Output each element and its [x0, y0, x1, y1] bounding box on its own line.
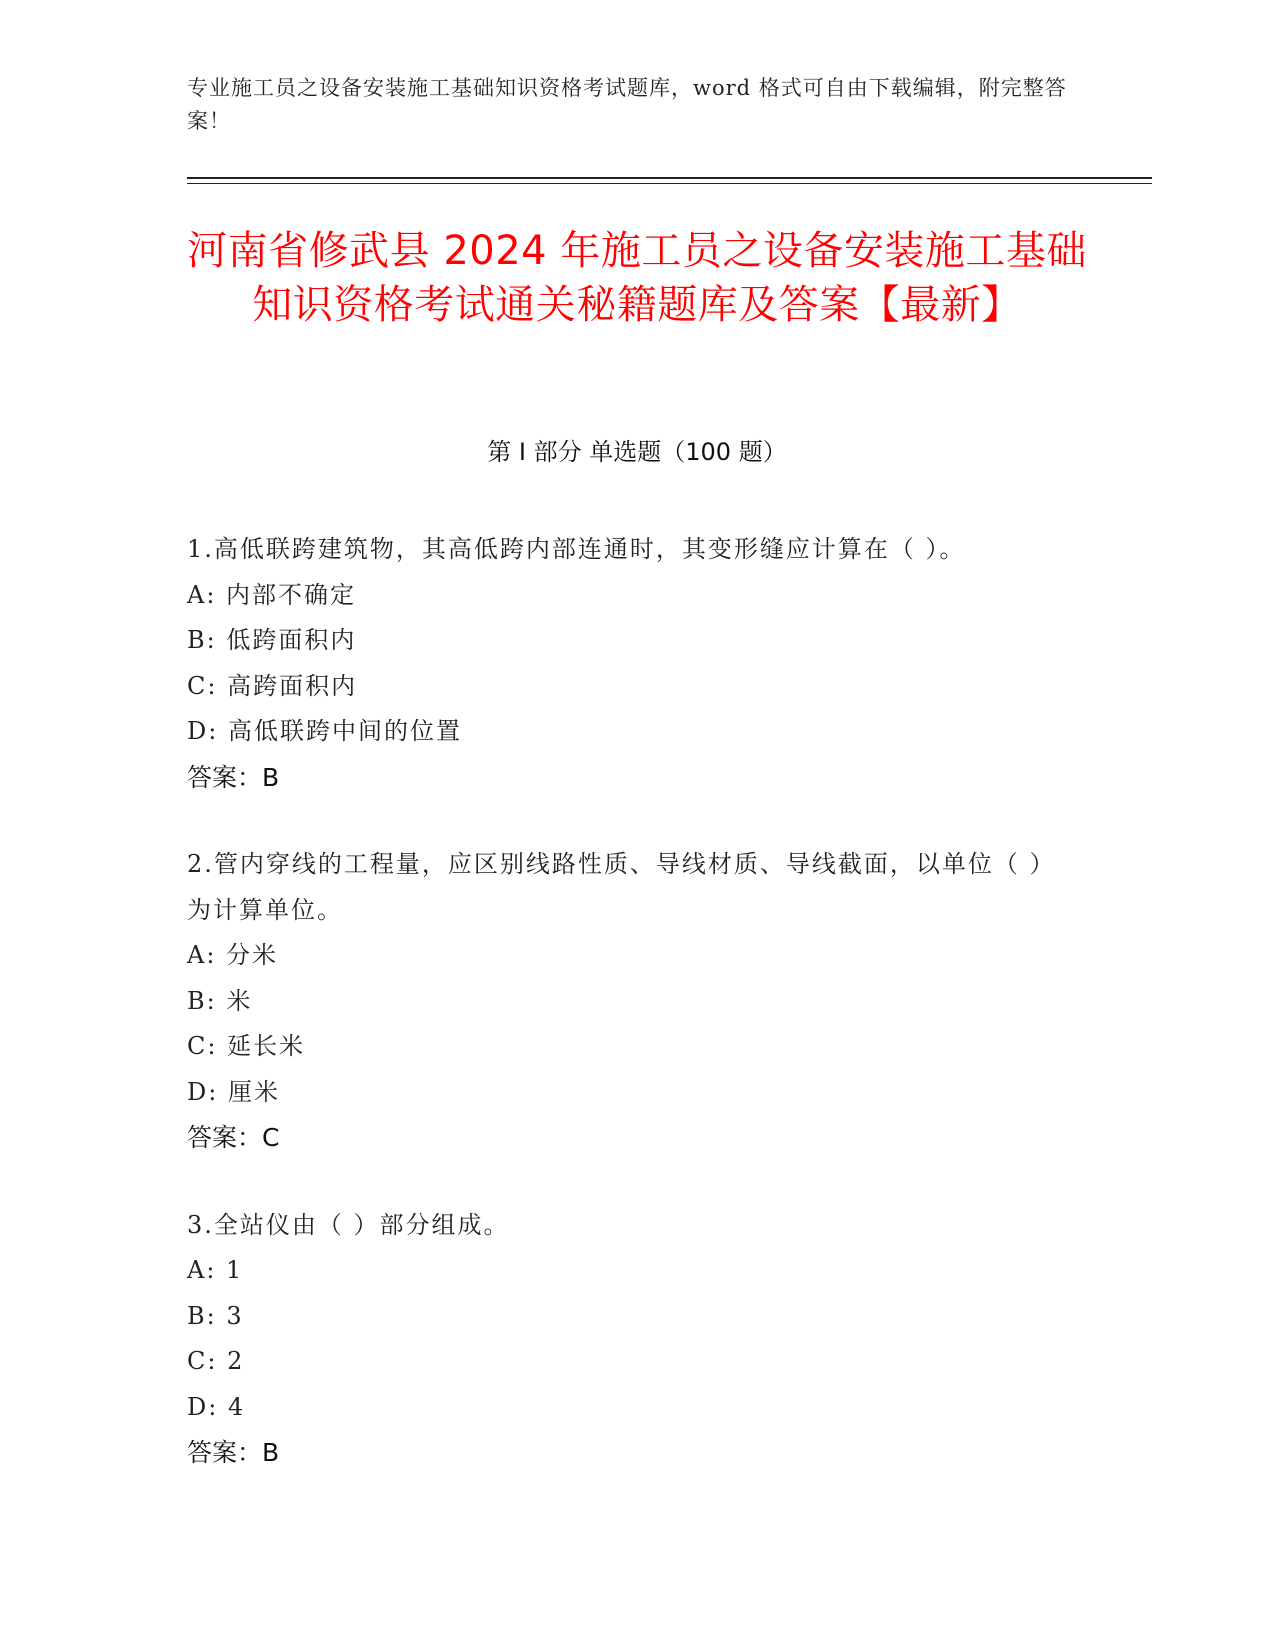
question-3 — [187, 1203, 1067, 1476]
question-1 — [187, 527, 1067, 800]
answer: 答案：C — [187, 1123, 280, 1152]
question-stem: 3.全站仪由（ ）部分组成。 — [187, 1210, 510, 1239]
option-b: B: 3 — [187, 1301, 244, 1330]
option-d: D: 高低联跨中间的位置 — [187, 717, 462, 745]
section-heading: 第 I 部分 单选题（100 题） — [487, 438, 787, 466]
option-b: B: 米 — [187, 986, 253, 1015]
option-a: A: 内部不确定 — [187, 580, 357, 609]
header-divider-thick — [187, 177, 1152, 179]
option-a: A: 分米 — [187, 941, 279, 969]
header-divider-thin — [187, 183, 1152, 184]
question-stem: 1.高低联跨建筑物，其高低跨内部连通时，其变形缝应计算在（ ）。 — [187, 535, 966, 563]
question-list — [187, 527, 1067, 1518]
question-stem: 2.管内穿线的工程量，应区别线路性质、导线材质、导线截面，以单位（ ）为计算单位。 — [187, 850, 1056, 924]
document-title: 河南省修武县 2024 年施工员之设备安装施工基础知识资格考试通关秘籍题库及答案【最新】 — [187, 228, 1087, 328]
answer: 答案：B — [187, 762, 280, 792]
option-c: C: 延长米 — [187, 1032, 306, 1060]
option-d: D: 4 — [187, 1392, 246, 1421]
header-note: 专业施工员之设备安装施工基础知识资格考试题库，word 格式可自由下载编辑，附完整答案！ — [187, 76, 1067, 133]
option-d: D: 厘米 — [187, 1077, 280, 1106]
option-c: C: 高跨面积内 — [187, 671, 358, 700]
answer: 答案：B — [187, 1438, 280, 1467]
option-a: A: 1 — [187, 1256, 244, 1284]
option-c: C: 2 — [187, 1347, 245, 1375]
option-b: B: 低跨面积内 — [187, 626, 357, 654]
question-2 — [187, 842, 1067, 1161]
